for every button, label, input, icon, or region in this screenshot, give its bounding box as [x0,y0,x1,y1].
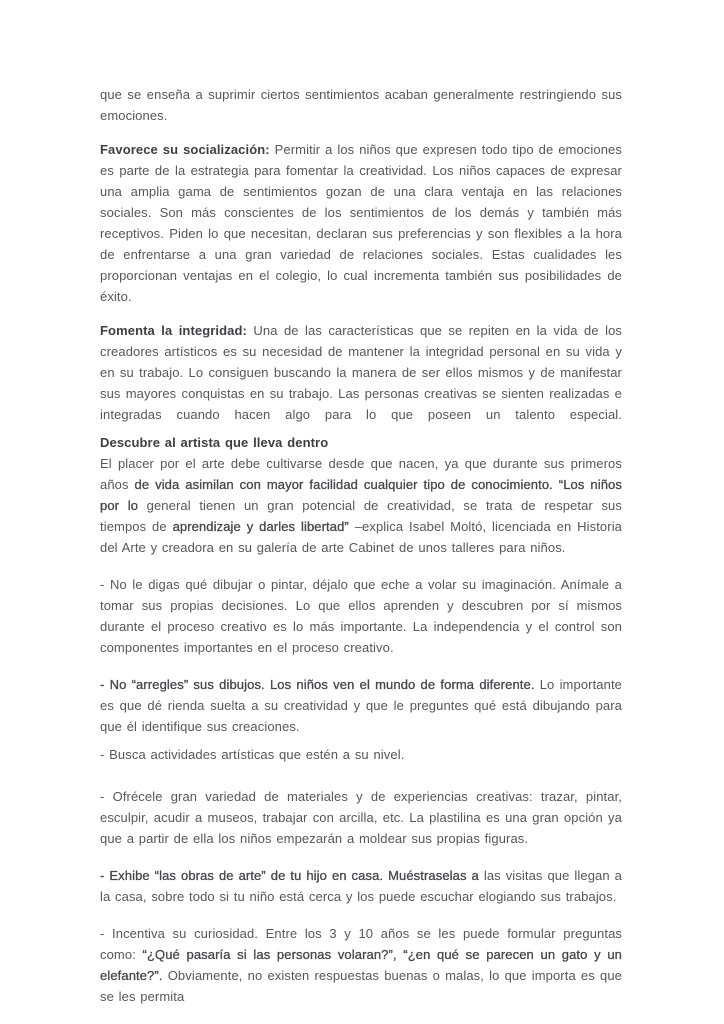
text-run-semibold: - No “arregles” sus dibujos. Los niños ven el mundo de forma diferente. [100,677,540,692]
text-run-semibold: de vida asimilan con mayor facilidad cualquier tipo de conocimiento. “Los niños por lo [100,477,622,513]
text-run-bold: Fomenta la integridad: [100,323,254,338]
paragraph [100,139,622,307]
paragraph [100,923,622,1007]
paragraph [100,865,622,907]
text-run-normal: Lo importante es que dé rienda suelta a su creatividad y que le preguntes qué está dibujando para que él identifique sus creaciones. [100,677,622,734]
text-run-normal: El placer por el arte debe cultivarse desde que nacen, ya que durante sus primeros años [100,456,622,492]
section-heading [100,432,622,453]
text-run-normal: las visitas que llegan a la casa, sobre todo si tu niño está cerca y los puede escuchar elogiando sus trabajos. [100,868,622,904]
paragraph [100,744,622,765]
paragraph [100,574,622,658]
document-body [100,84,622,1007]
text-run-normal: - Busca actividades artísticas que estén a su nivel. [100,747,405,762]
text-run-semibold: - Exhibe “las obras de arte” de tu hijo en casa. Muéstraselas a [100,868,484,883]
text-run-bold: Descubre al artista que lleva dentro [100,435,329,450]
text-run-normal: –explica Isabel Moltó, licenciada en Historia del Arte y creadora en su galería de arte Cabinet de unos talleres para niños. [100,519,623,555]
paragraph [100,84,622,126]
paragraph [100,453,622,558]
text-run-semibold: “¿Qué pasaría si las personas volaran?”, “¿en qué se parecen un gato y un elefante?”. [100,947,622,983]
text-run-normal: - Ofrécele gran variedad de materiales y de experiencias creativas: trazar, pintar, esculpir, acudir a museos, trabajar con arcilla, etc. La plastilina es una gran opción ya que a partir de ella los niños empezarán a moldear sus propias figuras. [100,789,622,846]
text-run-normal: Obviamente, no existen respuestas buenas o malas, lo que importa es que se les permita [100,968,622,1004]
text-run-normal: Permitir a los niños que expresen todo tipo de emociones es parte de la estrategia para fomentar la creatividad. Los niños capaces de expresar una amplia gama de sentimientos gozan de una clara ventaja en las relaciones sociales. Son más conscientes de los sentimientos de los demás y también más receptivos. Piden lo que necesitan, declaran sus preferencias y son flexibles a la hora de enfrentarse a una gran variedad de relaciones sociales. Estas cualidades les proporcionan ventajas en el colegio, lo cual incrementa también sus posibilidades de éxito. [100,142,622,304]
text-run-normal: que se enseña a suprimir ciertos sentimientos acaban generalmente restringiendo sus emociones. [100,87,622,123]
text-run-bold: Favorece su socialización: [100,142,275,157]
paragraph [100,320,622,425]
text-run-normal: - No le digas qué dibujar o pintar, déjalo que eche a volar su imaginación. Anímale a tomar sus propias decisiones. Lo que ellos aprenden y descubren por sí mismos durante el proceso creativo es lo más importante. La independencia y el control son componentes importantes en el proceso creativo. [100,577,622,655]
text-run-normal: general tienen un gran potencial de creatividad, se trata de respetar sus tiempos de [100,498,622,534]
text-run-normal: Una de las características que se repiten en la vida de los creadores artísticos es su necesidad de mantener la integridad personal en su vida y en su trabajo. Lo consiguen buscando la manera de ser ellos mismos y de manifestar sus mayores conquistas en su trabajo. Las personas creativas se sienten realizadas e integradas cuando hacen algo para lo que poseen un talento especial. [100,323,623,422]
text-run-normal: - Incentiva su curiosidad. Entre los 3 y 10 años se les puede formular preguntas como: [100,926,622,962]
paragraph [100,786,622,849]
paragraph [100,674,622,737]
text-run-semibold: aprendizaje y darles libertad” [172,519,355,534]
